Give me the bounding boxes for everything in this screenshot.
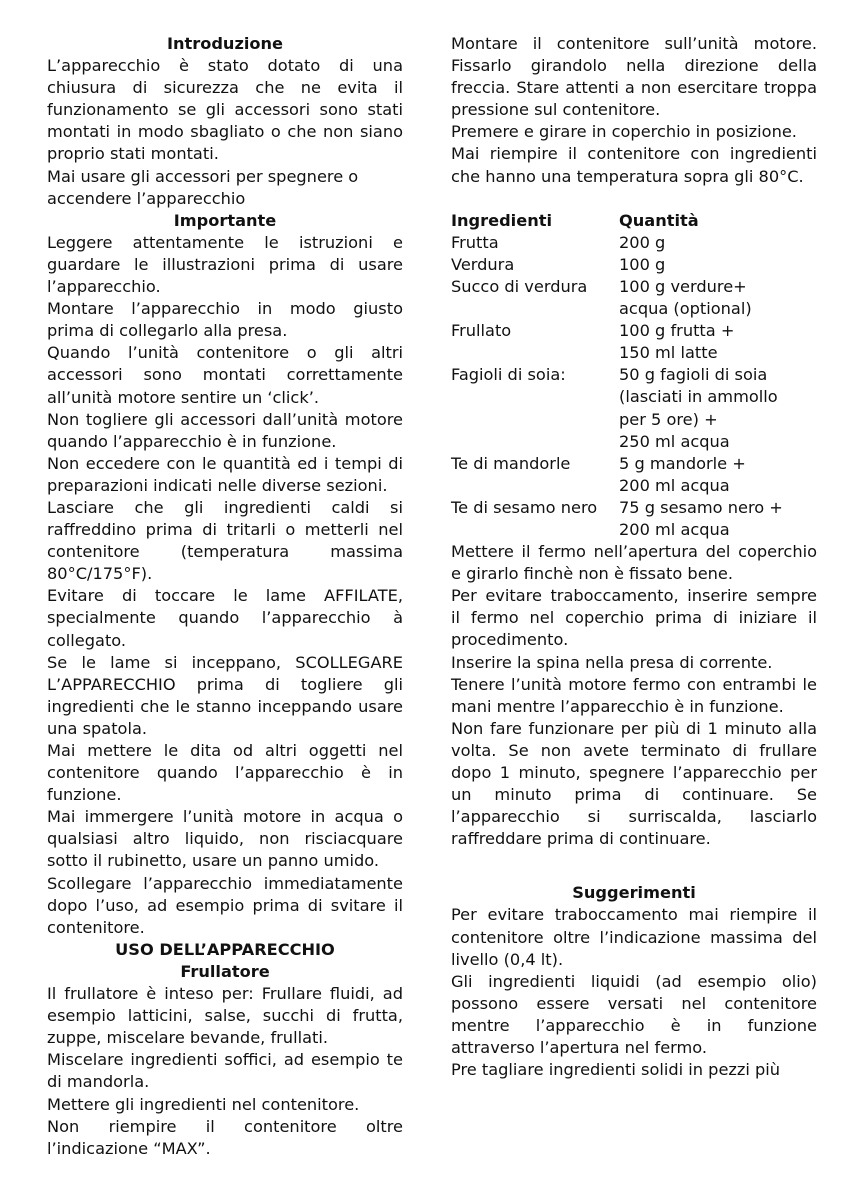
header-ingredient: Ingredienti [451, 210, 553, 230]
table-row [451, 254, 817, 276]
use-heading: USO DELL’APPARECCHIO [115, 939, 335, 959]
quantity-table [451, 210, 817, 541]
important-paragraph: Mai mettere le dita od altri oggetti nel contenitore quando l’apparecchio è in funzione. [47, 741, 403, 805]
quantity-cell: 75 g sesamo nero + 200 ml acqua [619, 497, 783, 539]
quantity-cell: 5 g mandorle + 200 ml acqua [619, 453, 746, 495]
assembly-paragraph: Mai riempire il contenitore con ingredienti che hanno una temperatura sopra gli 80°C. [451, 144, 817, 186]
ingredient-cell: Te di sesamo nero [451, 497, 598, 517]
important-paragraph: Evitare di toccare le lame AFFILATE, specialmente quando l’apparecchio à collegato. [47, 586, 403, 650]
spacer [451, 850, 817, 882]
table-row [451, 364, 817, 452]
ingredient-cell: Fagioli di soia: [451, 365, 566, 385]
table-row [451, 276, 817, 320]
table-row [451, 453, 817, 497]
tips-paragraph: Pre tagliare ingredienti solidi in pezzi più [451, 1060, 781, 1080]
tips-paragraph: Per evitare traboccamento mai riempire il contenitore oltre l’indicazione massima del livello (0,4 lt). [451, 905, 817, 969]
important-paragraph: Montare l’apparecchio in modo giusto prima di collegarlo alla presa. [47, 299, 403, 341]
ingredient-cell: Succo di verdura [451, 276, 588, 296]
table-row [451, 232, 817, 254]
quantity-cell: 100 g verdure+ acqua (optional) [619, 276, 752, 319]
important-heading: Importante [173, 210, 277, 230]
blender-paragraph: Non riempire il contenitore oltre l’indicazione “MAX”. [47, 1116, 403, 1158]
blender-paragraph: Il frullatore è inteso per: Frullare fluidi, ad esempio latticini, salse, succhi di frutta, zuppe, miscelare bevande, frullati. [47, 984, 403, 1048]
ingredient-cell: Te di mandorle [451, 453, 571, 473]
usage-paragraph: Per evitare traboccamento, inserire sempre il fermo nel coperchio prima di iniziare il procedimento. [451, 586, 817, 650]
blender-paragraph: Mettere gli ingredienti nel contenitore. [47, 1094, 360, 1114]
usage-paragraph: Non fare funzionare per più di 1 minuto alla volta. Se non avete terminato di frullare dopo 1 minuto, spegnere l’apparecchio per un minuto prima di continuare. Se l’apparecchio si surriscalda, lasciarlo raffreddare prima di continuare. [451, 718, 817, 849]
table-header-row [451, 210, 817, 232]
table-row [451, 497, 817, 541]
important-paragraph: Se le lame si inceppano, SCOLLEGARE L’APPARECCHIO prima di togliere gli ingredienti che le stanno inceppando usare una spatola. [47, 652, 403, 738]
important-paragraph: Mai immergere l’unità motore in acqua o qualsiasi altro liquido, non risciacquare sotto il rubinetto, usare un panno umido. [47, 807, 403, 871]
assembly-paragraph: Montare il contenitore sull’unità motore. Fissarlo girandolo nella direzione della freccia. Stare attenti a non esercitare troppa pressione sul contenitore. [451, 34, 817, 120]
quantity-cell: 50 g fagioli di soia (lasciati in ammollo per 5 ore) + 250 ml acqua [619, 365, 778, 451]
important-paragraph: Non eccedere con le quantità ed i tempi di preparazioni indicati nelle diverse sezioni. [47, 453, 403, 495]
quantity-cell: 100 g frutta + 150 ml latte [619, 321, 735, 363]
usage-paragraph: Inserire la spina nella presa di corrente. [451, 652, 773, 672]
right-column [451, 33, 817, 1081]
ingredient-cell: Verdura [451, 254, 515, 274]
important-paragraph: Leggere attentamente le istruzioni e guardare le illustrazioni prima di usare l’apparecchio. [47, 232, 403, 297]
ingredient-cell: Frullato [451, 321, 512, 341]
important-paragraph: Quando l’unità contenitore o gli altri accessori sono montati correttamente all’unità motore sentire un ‘click’. [47, 343, 403, 407]
tips-paragraph: Gli ingredienti liquidi (ad esempio olio) possono essere versati nel contenitore mentre l’apparecchio è in funzione attraverso l’apertura nel fermo. [451, 971, 817, 1058]
spacer [451, 188, 817, 210]
left-column [47, 33, 403, 1160]
important-paragraph: Lasciare che gli ingredienti caldi si raffreddino prima di tritarli o metterli nel contenitore (temperatura massima 80°C/175°F). [47, 497, 403, 584]
quantity-cell: 200 g [619, 232, 666, 252]
usage-paragraph: Tenere l’unità motore fermo con entrambi le mani mentre l’apparecchio è in funzione. [451, 674, 817, 716]
blender-heading: Frullatore [180, 961, 270, 981]
ingredient-cell: Frutta [451, 232, 499, 252]
tips-heading: Suggerimenti [572, 883, 696, 903]
intro-paragraph: Mai usare gli accessori per spegnere o accendere l’apparecchio [47, 166, 359, 208]
quantity-cell: 100 g [619, 254, 666, 274]
intro-paragraph: L’apparecchio è stato dotato di una chiusura di sicurezza che ne evita il funzionamento se gli accessori sono stati montati in modo sbagliato o che non siano proprio stati montati. [47, 56, 403, 164]
assembly-paragraph: Premere e girare in coperchio in posizione. [451, 122, 797, 142]
important-paragraph: Non togliere gli accessori dall’unità motore quando l’apparecchio è in funzione. [47, 409, 403, 451]
usage-paragraph: Mettere il fermo nell’apertura del coperchio e girarlo finchè non è fissato bene. [451, 542, 817, 584]
blender-paragraph: Miscelare ingredienti soffici, ad esempio te di mandorla. [47, 1050, 403, 1092]
important-paragraph: Scollegare l’apparecchio immediatamente dopo l’uso, ad esempio prima di svitare il contenitore. [47, 873, 403, 937]
header-quantity: Quantità [619, 210, 699, 230]
table-row [451, 320, 817, 364]
intro-heading: Introduzione [166, 34, 284, 53]
